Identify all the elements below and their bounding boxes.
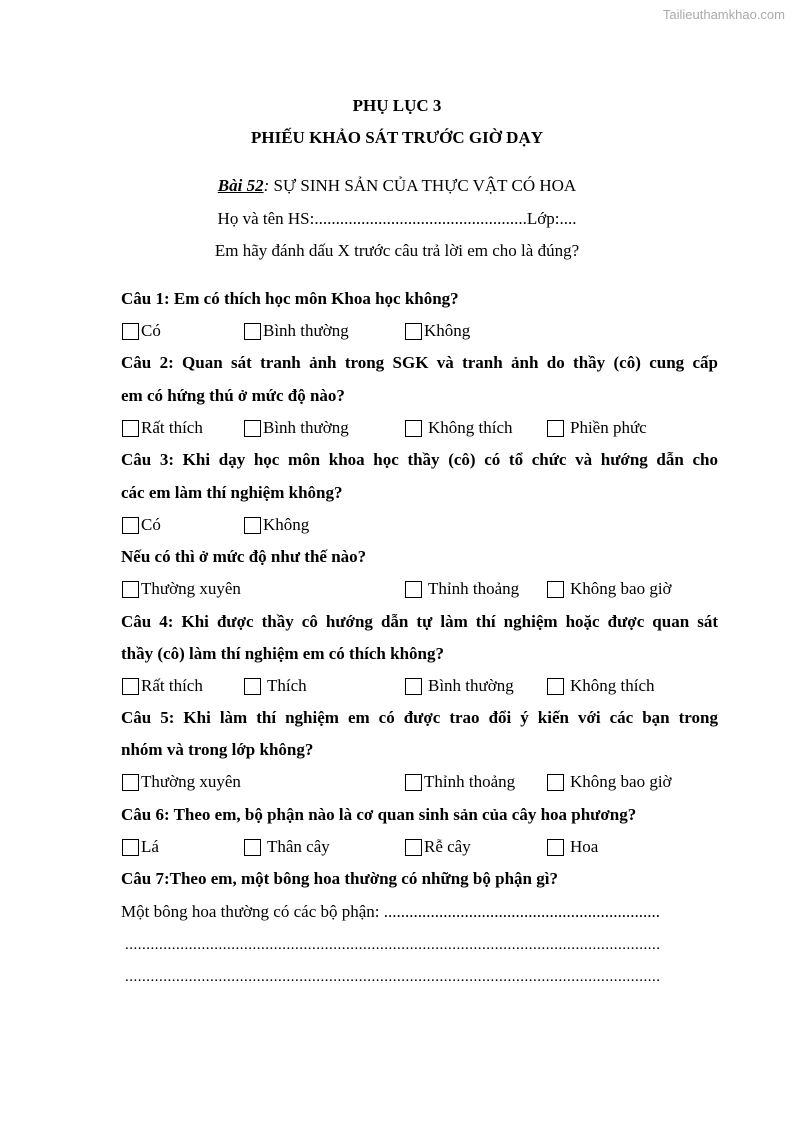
question-2-line-1: Câu 2: Quan sát tranh ảnh trong SGK và tranh ảnh do thầy (cô) cung cấp xyxy=(121,353,718,372)
checkbox[interactable] xyxy=(405,581,422,598)
option-label: Thỉnh thoảng xyxy=(428,579,520,598)
q2-option-3[interactable] xyxy=(405,418,513,438)
option-label: Lá xyxy=(141,837,159,856)
q5-option-2[interactable] xyxy=(405,772,515,792)
checkbox[interactable] xyxy=(547,678,564,695)
option-label: Bình thường xyxy=(263,321,349,340)
lesson-label: Bài 52 xyxy=(217,176,264,195)
checkbox[interactable] xyxy=(122,839,139,856)
checkbox[interactable] xyxy=(405,774,422,791)
checkbox[interactable] xyxy=(244,323,261,340)
q4-option-4[interactable] xyxy=(547,676,655,696)
q5-option-1[interactable] xyxy=(122,772,241,792)
q5-option-3[interactable] xyxy=(547,772,672,792)
q7-answer-line[interactable]: Một bông hoa thường có các bộ phận: ................................................................. xyxy=(121,902,661,921)
q7-blank-line-1[interactable]: .............................................................................................................................. xyxy=(125,937,661,953)
q1-option-2[interactable] xyxy=(244,321,349,341)
question-3-followup: Nếu có thì ở mức độ như thế nào? xyxy=(121,547,367,566)
option-label: Không bao giờ xyxy=(570,579,672,598)
question-7: Câu 7:Theo em, một bông hoa thường có những bộ phận gì? xyxy=(121,869,558,888)
option-label: Không xyxy=(424,321,471,340)
q6-option-1[interactable] xyxy=(122,837,159,857)
q1-option-1[interactable] xyxy=(122,321,161,341)
option-label: Bình thường xyxy=(428,676,514,695)
question-4-line-1: Câu 4: Khi được thầy cô hướng dẫn tự làm thí nghiệm hoặc được quan sát xyxy=(121,612,718,631)
question-5-line-2: nhóm và trong lớp không? xyxy=(121,740,314,759)
checkbox[interactable] xyxy=(122,323,139,340)
checkbox[interactable] xyxy=(405,323,422,340)
question-6: Câu 6: Theo em, bộ phận nào là cơ quan sinh sản của cây hoa phương? xyxy=(121,805,637,824)
checkbox[interactable] xyxy=(244,517,261,534)
question-5-line-1: Câu 5: Khi làm thí nghiệm em có được trao đổi ý kiến với các bạn trong xyxy=(121,708,718,727)
option-label: Phiền phức xyxy=(570,418,647,437)
student-name-line: Họ và tên HS:..................................................Lớp:.... xyxy=(217,209,577,228)
q3-followup-option-3[interactable] xyxy=(547,579,672,599)
checkbox[interactable] xyxy=(244,420,261,437)
question-3-line-1: Câu 3: Khi dạy học môn khoa học thầy (cô) có tổ chức và hướng dẫn cho xyxy=(121,450,718,469)
checkbox[interactable] xyxy=(405,678,422,695)
option-label: Không bao giờ xyxy=(570,772,672,791)
checkbox[interactable] xyxy=(122,774,139,791)
lesson-name: SỰ SINH SẢN CỦA THỰC VẬT CÓ HOA xyxy=(269,176,577,195)
question-3-line-2: các em làm thí nghiệm không? xyxy=(121,483,343,502)
q4-option-1[interactable] xyxy=(122,676,203,696)
checkbox[interactable] xyxy=(244,839,261,856)
option-label: Thường xuyên xyxy=(141,579,241,598)
q2-option-1[interactable] xyxy=(122,418,203,438)
checkbox[interactable] xyxy=(405,420,422,437)
instruction: Em hãy đánh dấu X trước câu trả lời em cho là đúng? xyxy=(214,241,580,260)
option-label: Không thích xyxy=(570,676,655,695)
q2-option-4[interactable] xyxy=(547,418,647,438)
option-label: Thường xuyên xyxy=(141,772,241,791)
checkbox[interactable] xyxy=(547,581,564,598)
question-1: Câu 1: Em có thích học môn Khoa học không? xyxy=(121,289,459,308)
lesson-title xyxy=(0,176,794,196)
option-label: Rễ cây xyxy=(424,837,471,856)
q7-blank-line-2[interactable]: .............................................................................................................................. xyxy=(125,969,661,985)
checkbox[interactable] xyxy=(122,517,139,534)
q3-option-1[interactable] xyxy=(122,515,161,535)
appendix-heading: PHỤ LỤC 3 xyxy=(352,96,442,115)
q3-followup-option-1[interactable] xyxy=(122,579,241,599)
option-label: Bình thường xyxy=(263,418,349,437)
option-label: Có xyxy=(141,515,161,534)
watermark: Tailieuthamkhao.com xyxy=(662,7,785,22)
checkbox[interactable] xyxy=(122,678,139,695)
checkbox[interactable] xyxy=(405,839,422,856)
checkbox[interactable] xyxy=(547,774,564,791)
q1-option-3[interactable] xyxy=(405,321,470,341)
checkbox[interactable] xyxy=(547,839,564,856)
question-2-line-2: em có hứng thú ở mức độ nào? xyxy=(121,386,345,405)
option-label: Có xyxy=(141,321,161,340)
lesson-sep: : xyxy=(263,176,270,195)
q6-option-3[interactable] xyxy=(405,837,471,857)
checkbox[interactable] xyxy=(547,420,564,437)
option-label: Thỉnh thoảng xyxy=(424,772,516,791)
question-4-line-2: thầy (cô) làm thí nghiệm em có thích không? xyxy=(121,644,444,663)
q2-option-2[interactable] xyxy=(244,418,349,438)
option-label: Rất thích xyxy=(141,418,203,437)
page-title: PHIẾU KHẢO SÁT TRƯỚC GIỜ DẠY xyxy=(250,128,544,147)
option-label: Rất thích xyxy=(141,676,203,695)
q6-option-2[interactable] xyxy=(244,837,330,857)
option-label: Thích xyxy=(267,676,307,695)
q4-option-2[interactable] xyxy=(244,676,307,696)
q3-followup-option-2[interactable] xyxy=(405,579,519,599)
checkbox[interactable] xyxy=(122,581,139,598)
checkbox[interactable] xyxy=(122,420,139,437)
option-label: Thân cây xyxy=(267,837,330,856)
q6-option-4[interactable] xyxy=(547,837,598,857)
q4-option-3[interactable] xyxy=(405,676,514,696)
checkbox[interactable] xyxy=(244,678,261,695)
option-label: Không thích xyxy=(428,418,513,437)
option-label: Không xyxy=(263,515,310,534)
option-label: Hoa xyxy=(570,837,599,856)
q3-option-2[interactable] xyxy=(244,515,309,535)
